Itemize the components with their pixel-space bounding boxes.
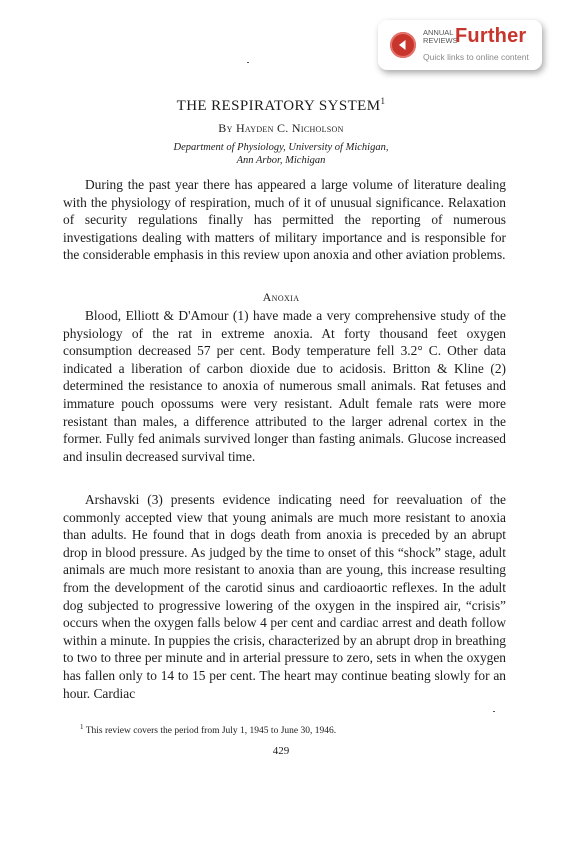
intro-paragraph: During the past year there has appeared a large volume of literature dealing with the physiology of respiration, much of it of unusual significance. Relaxation of security regulations finally has permitted the reporting of numerous investigations dealing with matters of military importance and is responsible for the considerable emphasis in this review upon anoxia and other aviation problems.: [63, 177, 506, 263]
play-arrow-icon: [390, 32, 416, 58]
article-title: [0, 96, 562, 115]
article-author: By Hayden C. Nicholson: [218, 121, 344, 135]
footnote: [80, 723, 336, 736]
title-footnote-mark: 1: [380, 96, 386, 106]
badge-tagline: Quick links to online content: [423, 52, 529, 62]
footnote-mark: 1: [80, 723, 84, 731]
badge-brand: Further: [455, 25, 527, 47]
scan-speck: [493, 711, 495, 712]
body-paragraph: Blood, Elliott & D'Amour (1) have made a very comprehensive study of the physiology of the rat in extreme anoxia. At forty thousand feet oxygen consumption decreased 57 per cent. Body temperature fell 3.2° C. Other data indicated a liberation of carbon dioxide due to acidosis. Britton & Kline (2) determined the resistance to anoxia of numerous small animals. Rat fetuses and immature pouch opossums were very resistant. Adult female rats were more resistant than males, a difference attributed to the larger adrenal cortex in the former. Fully fed animals survived longer than fasting animals. Glucose increased and insulin decreased survival time.: [63, 308, 506, 464]
badge-line-annual: ANNUAL: [423, 28, 454, 37]
article-title-text: THE RESPIRATORY SYSTEM: [176, 98, 381, 114]
affiliation-line-2: Ann Arbor, Michigan: [236, 155, 326, 166]
scan-speck: [247, 62, 249, 63]
body-paragraph: Arshavski (3) presents evidence indicating need for reevaluation of the commonly accepted view that young animals are much more resistant to anoxia than adults. He found that in dogs death from anoxia is preceded by an abrupt drop in blood pressure. As judged by the time to onset of this “shock” stage, adult animals are much more resistant to anoxia than are young, this increase resulting from the development of the carotid sinus and cardioaortic reflexes. In the adult dog subjected to progressive lowering of the oxygen in the inspired air, “crisis” occurs when the oxygen falls below 4 per cent and cardiac arrest and death follow within a minute. In puppies the crisis, characterized by an abrupt drop in breathing to two to three per minute and in arterial pressure to zero, sets in when the oxygen has fallen only to 14 to 15 per cent. The heart may continue beating slowly for an hour. Cardiac: [63, 492, 506, 701]
annual-reviews-further-badge[interactable]: [378, 20, 542, 70]
badge-line-reviews: REVIEWS: [423, 36, 458, 45]
section-heading: Anoxia: [262, 290, 300, 304]
page-number: 429: [272, 745, 290, 757]
affiliation-line-1: Department of Physiology, University of Michigan,: [173, 142, 389, 153]
badge-publisher-label: [423, 29, 458, 45]
footnote-text: This review covers the period from July 1, 1945 to June 30, 1946.: [85, 726, 337, 737]
